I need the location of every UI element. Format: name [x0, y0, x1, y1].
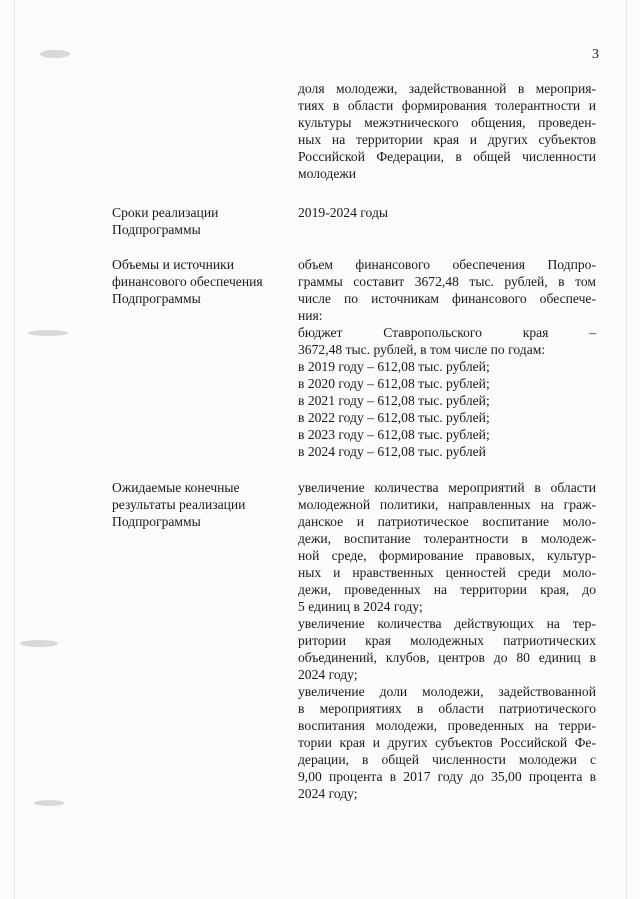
objective-indicator-continuation: [298, 80, 596, 182]
value-line: объем финансового обеспечения Подпро-: [298, 257, 596, 272]
text-line: Российской Федерации, в общей численности: [298, 149, 596, 164]
page-number: 3: [592, 47, 599, 62]
value-line: 2019-2024 годы: [298, 205, 388, 220]
value-line: данское и патриотическое воспитание моло-: [298, 514, 596, 529]
row-label-funding: [112, 256, 290, 307]
text-line: тиях в области формирования толерантности и: [298, 98, 596, 113]
row-label-timeframe: [112, 204, 290, 238]
scan-artifact: [34, 800, 64, 806]
value-line: 2024 году;: [298, 667, 358, 682]
label-line: Объемы и источники: [112, 257, 235, 272]
scan-edge-right: [626, 0, 627, 899]
value-line: граммы составит 3672,48 тыс. рублей, в том: [298, 274, 596, 289]
text-line: ных на территории края и других субъектов: [298, 132, 596, 147]
row-value-funding: [298, 256, 596, 460]
value-line: воспитания молодежи, проведенных на терри-: [298, 718, 596, 733]
value-line: увеличение количества действующих на тер-: [298, 616, 596, 631]
value-line: бюджет Ставропольского края –: [298, 325, 596, 340]
value-line: ных и нравственных ценностей среди моло-: [298, 565, 596, 580]
value-line: дежи, проведенных на территории края, до: [298, 582, 596, 597]
value-line: в 2019 году – 612,08 тыс. рублей;: [298, 359, 490, 374]
label-line: Ожидаемые конечные: [112, 480, 240, 495]
row-label-expected-results: [112, 479, 290, 530]
label-line: Подпрограммы: [112, 222, 201, 237]
label-line: результаты реализации: [112, 497, 246, 512]
value-line: ной среде, формирование правовых, культур-: [298, 548, 596, 563]
text-line: культуры межэтнического общения, проведен-: [298, 115, 596, 130]
value-line: в 2020 году – 612,08 тыс. рублей;: [298, 376, 490, 391]
value-line: числе по источникам финансового обеспече-: [298, 291, 596, 306]
value-line: в 2023 году – 612,08 тыс. рублей;: [298, 427, 490, 442]
value-line: объединений, клубов, центров до 80 единиц в: [298, 650, 596, 665]
scan-artifact: [28, 330, 68, 336]
value-line: в 2024 году – 612,08 тыс. рублей: [298, 444, 486, 459]
scan-artifact: [20, 640, 58, 647]
value-line: в 2022 году – 612,08 тыс. рублей;: [298, 410, 490, 425]
row-value-expected-results: [298, 479, 596, 802]
value-line: увеличение доли молодежи, задействованной: [298, 684, 596, 699]
value-line: 2024 году;: [298, 786, 358, 801]
row-value-timeframe: [298, 204, 596, 221]
label-line: Подпрограммы: [112, 514, 201, 529]
value-line: 9,00 процента в 2017 году до 35,00 процента в: [298, 769, 596, 784]
value-line: молодежной политики, направленных на граж-: [298, 497, 596, 512]
value-line: дежи, воспитание толерантности в молодеж-: [298, 531, 596, 546]
value-line: увеличение количества мероприятий в области: [298, 480, 596, 495]
value-line: ритории края молодежных патриотических: [298, 633, 596, 648]
scan-artifact: [40, 50, 70, 58]
value-line: в мероприятиях в области патриотического: [298, 701, 596, 716]
text-line: молодежи: [298, 166, 357, 181]
text-line: доля молодежи, задействованной в мероприя-: [298, 81, 596, 96]
label-line: Подпрограммы: [112, 291, 201, 306]
value-line: 3672,48 тыс. рублей, в том числе по годам:: [298, 342, 546, 357]
label-line: Сроки реализации: [112, 205, 219, 220]
value-line: дерации, в общей численности молодежи с: [298, 752, 596, 767]
scan-edge-left: [14, 0, 15, 899]
value-line: в 2021 году – 612,08 тыс. рублей;: [298, 393, 490, 408]
value-line: ния:: [298, 308, 323, 323]
value-line: тории края и других субъектов Российской Фе-: [298, 735, 596, 750]
label-line: финансового обеспечения: [112, 274, 263, 289]
value-line: 5 единиц в 2024 году;: [298, 599, 423, 614]
